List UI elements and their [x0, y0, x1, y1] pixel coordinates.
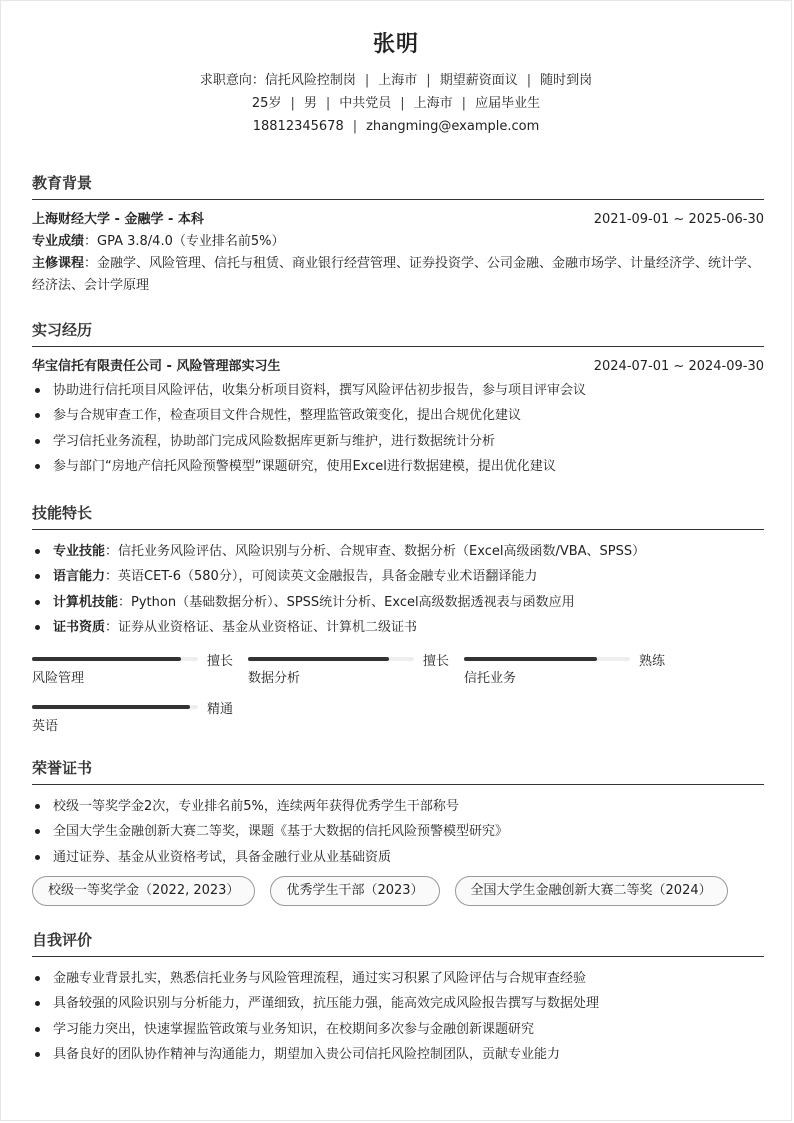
progress-track [32, 657, 198, 661]
intent-salary: 期望薪资面议 [439, 73, 518, 88]
skill-value: ：Python（基础数据分析）、SPSS统计分析、Excel高级数据透视表与函数应用 [118, 594, 575, 610]
list-item: 参与合规审查工作，检查项目文件合规性，整理监管政策变化，提出合规优化建议 [32, 403, 764, 428]
honor-tag: 校级一等奖学金（2022, 2023） [32, 876, 255, 906]
intent-availability: 随时到岗 [540, 73, 593, 88]
skill-value: ：证券从业资格证、基金从业资格证、计算机二级证书 [105, 619, 418, 635]
skill-label: 证书资质 [53, 619, 106, 635]
job-intent: 求职意向：信托风险控制岗 [199, 73, 356, 88]
internship-entry-header [32, 356, 764, 378]
list-item: 学习能力突出，快速掌握监管政策与业务知识，在校期间多次参与金融创新课题研究 [32, 1017, 764, 1042]
self-evaluation-section [32, 930, 764, 1067]
skill-name: 数据分析 [248, 671, 301, 687]
list-item: 学习信托业务流程，协助部门完成风险数据库更新与维护，进行数据统计分析 [32, 429, 764, 454]
education-dates: 2021-09-01 ~ 2025-06-30 [593, 212, 764, 227]
personal-line [1, 92, 791, 115]
courses-value: ：金融学、风险管理、信托与租赁、商业银行经营管理、证券投资学、公司金融、金融市场学、计量经济学、统计学、经济法、会计学原理 [32, 256, 761, 293]
skill-level: 精通 [207, 701, 234, 717]
progress-track [248, 657, 414, 661]
gpa-label: 专业成绩 [32, 234, 85, 249]
skill-bar-risk [32, 650, 248, 690]
honors-bullets [32, 794, 764, 870]
skill-level: 熟练 [639, 653, 666, 669]
internship-bullets [32, 378, 764, 479]
section-title: 教育背景 [32, 173, 764, 200]
skill-label: 专业技能 [53, 544, 106, 559]
school-line: 上海财经大学 - 金融学 - 本科 [32, 212, 204, 227]
skills-section [32, 503, 764, 746]
company-line: 华宝信托有限责任公司 - 风险管理部实习生 [32, 359, 281, 374]
candidate-name: 张明 [372, 32, 419, 57]
section-title: 荣誉证书 [32, 758, 764, 785]
intent-city: 上海市 [378, 73, 418, 88]
list-item: 具备良好的团队协作精神与沟通能力，期望加入贵公司信托风险控制团队，贡献专业能力 [32, 1042, 764, 1067]
list-item: 全国大学生金融创新大赛二等奖，课题《基于大数据的信托风险预警模型研究》 [32, 819, 764, 844]
location: 上海市 [413, 96, 453, 111]
list-item [32, 539, 764, 564]
political-status: 中共党员 [339, 96, 392, 111]
skill-level: 擅长 [207, 653, 234, 669]
skill-value: ：英语CET-6（580分），可阅读英文金融报告，具备金融专业术语翻译能力 [105, 569, 538, 585]
contact-line [1, 115, 791, 138]
progress-fill [32, 705, 190, 709]
separator: | [400, 96, 405, 111]
progress-track [464, 657, 630, 661]
self-eval-bullets [32, 966, 764, 1067]
skill-bar-english [32, 698, 248, 738]
internship-dates: 2024-07-01 ~ 2024-09-30 [593, 359, 764, 374]
separator: | [290, 96, 295, 111]
courses-label: 主修课程 [32, 256, 85, 271]
separator: | [364, 73, 370, 88]
skill-value: ：信托业务风险评估、风险识别与分析、合规审查、数据分析（Excel高级函数/VBA、SPSS） [105, 544, 646, 559]
list-item: 协助进行信托项目风险评估，收集分析项目资料，撰写风险评估初步报告，参与项目评审会议 [32, 378, 764, 403]
internship-section [32, 320, 764, 479]
honor-tag: 优秀学生干部（2023） [270, 876, 439, 906]
courses-line [32, 253, 764, 297]
honors-section [32, 758, 764, 906]
honor-tag: 全国大学生金融创新大赛二等奖（2024） [455, 876, 728, 906]
section-title: 实习经历 [32, 320, 764, 347]
section-title: 技能特长 [32, 503, 764, 530]
gpa-value: ：GPA 3.8/4.0（专业排名前5%） [84, 234, 285, 249]
resume-header [1, 1, 791, 138]
skills-bullets [32, 539, 764, 640]
progress-fill [32, 657, 181, 661]
section-title: 自我评价 [32, 930, 764, 957]
skill-name: 信托业务 [464, 671, 517, 687]
gender: 男 [303, 96, 317, 111]
list-item: 校级一等奖学金2次，专业排名前5%，连续两年获得优秀学生干部称号 [32, 794, 764, 819]
skill-bar-data [248, 650, 464, 690]
list-item: 参与部门“房地产信托风险预警模型”课题研究，使用Excel进行数据建模，提出优化建议 [32, 454, 764, 479]
intent-line [1, 69, 791, 92]
graduate-status: 应届毕业生 [475, 96, 541, 111]
skill-label: 语言能力 [53, 569, 106, 585]
progress-track [32, 705, 198, 709]
age: 25岁 [251, 96, 282, 111]
separator: | [352, 119, 358, 134]
skill-name: 风险管理 [32, 671, 85, 687]
skill-name: 英语 [32, 719, 59, 735]
email: zhangming@example.com [366, 119, 540, 134]
separator: | [426, 73, 431, 88]
list-item [32, 590, 764, 615]
education-entry-header [32, 209, 764, 231]
skill-bars [32, 650, 732, 746]
progress-fill [248, 657, 389, 661]
list-item [32, 564, 764, 589]
skill-label: 计算机技能 [53, 594, 119, 610]
progress-fill [464, 657, 597, 661]
separator: | [461, 96, 467, 111]
list-item [32, 615, 764, 640]
skill-bar-trust [464, 650, 680, 690]
separator: | [526, 73, 532, 88]
list-item: 通过证券、基金从业资格考试，具备金融行业从业基础资质 [32, 845, 764, 870]
list-item: 金融专业背景扎实，熟悉信托业务与风险管理流程，通过实习积累了风险评估与合规审查经验 [32, 966, 764, 991]
education-section [32, 173, 764, 297]
skill-level: 擅长 [423, 653, 450, 669]
honor-tags [32, 876, 764, 906]
phone: 18812345678 [252, 119, 344, 134]
list-item: 具备较强的风险识别与分析能力，严谨细致，抗压能力强，能高效完成风险报告撰写与数据处理 [32, 991, 764, 1016]
separator: | [325, 96, 331, 111]
gpa-line [32, 231, 764, 253]
